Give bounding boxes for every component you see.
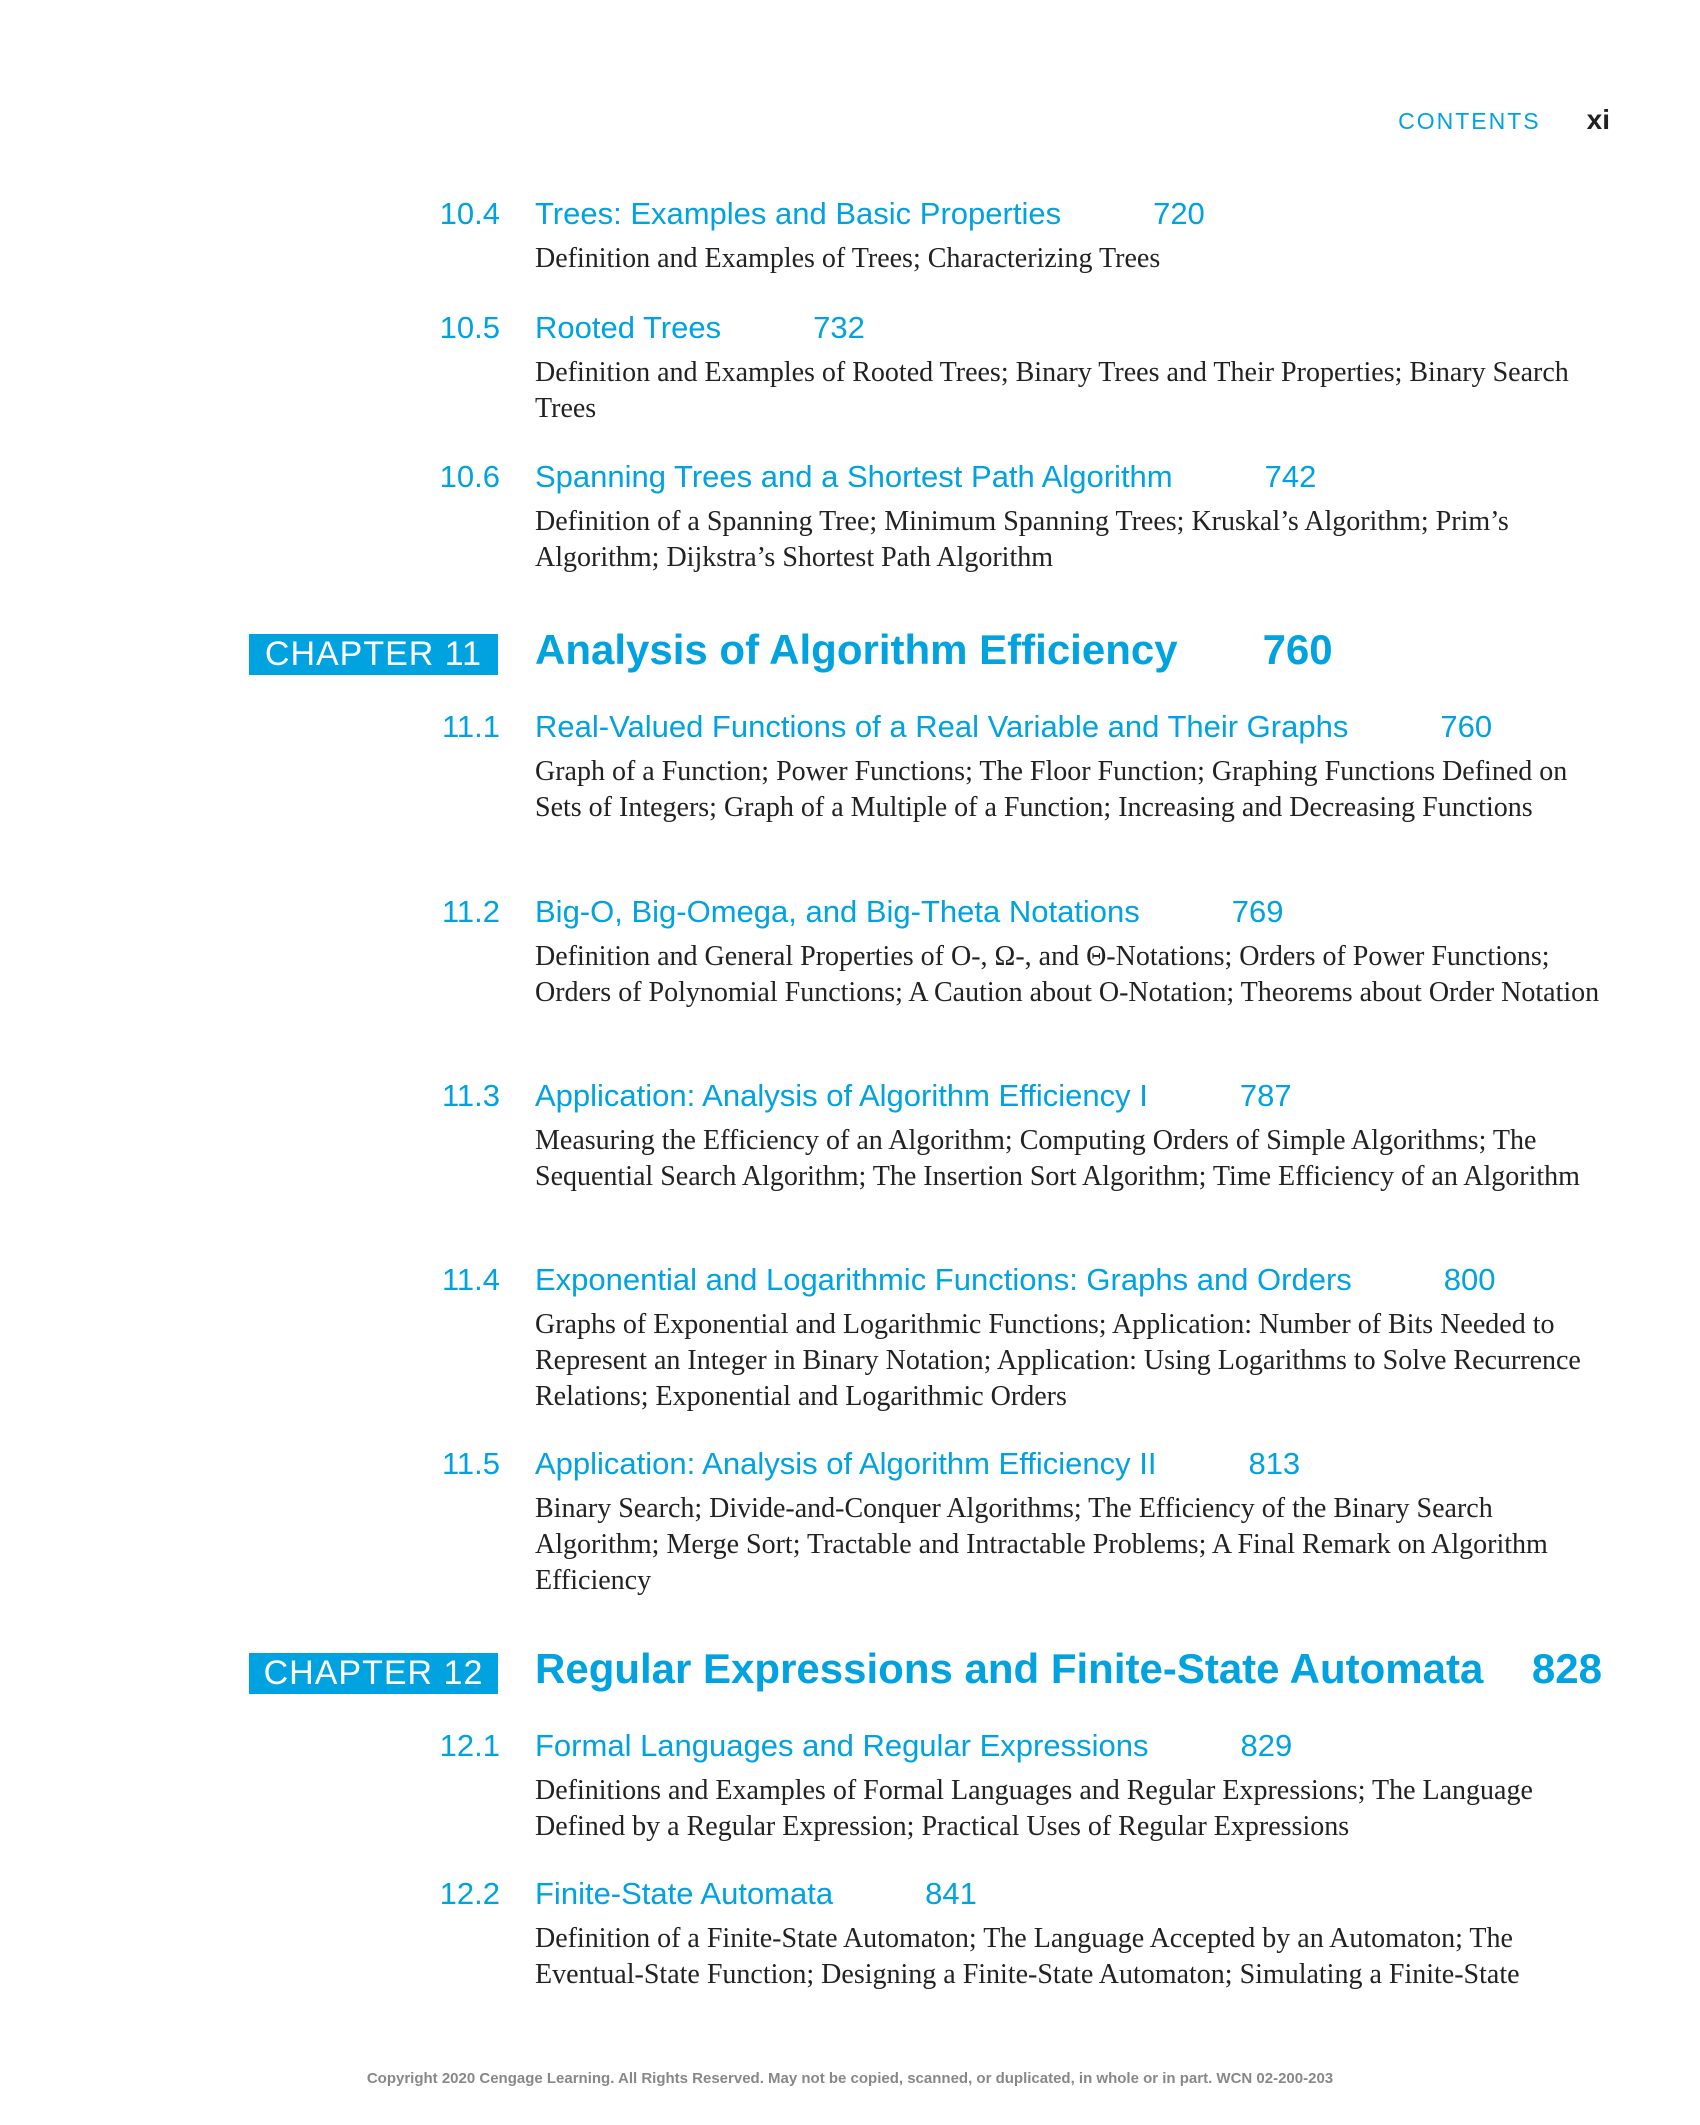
section-heading[interactable]	[535, 709, 1492, 745]
page-header	[1398, 104, 1610, 136]
section-title: Formal Languages and Regular Expressions	[535, 1728, 1149, 1763]
section-title: Big-O, Big-Omega, and Big-Theta Notations	[535, 894, 1140, 929]
section-number: 11.3	[441, 1078, 500, 1113]
section-page: 800	[1443, 1262, 1496, 1297]
section-topics: Definition and Examples of Rooted Trees; Binary Trees and Their Properties; Binary Search Trees	[535, 357, 1569, 424]
section-number: 10.6	[439, 459, 500, 494]
section-topics: Graphs of Exponential and Logarithmic Functions; Application: Number of Bits Needed to Represent an Integer in Binary Notation; Application: Using Logarithms to Solve Recurrence Relations; Exponential and Logarithmic Orders	[535, 1309, 1581, 1412]
section-title: Exponential and Logarithmic Functions: Graphs and Orders	[535, 1262, 1352, 1297]
section-heading[interactable]	[535, 310, 865, 346]
section-title: Finite-State Automata	[535, 1876, 834, 1911]
chapter-title: Analysis of Algorithm Efficiency	[535, 626, 1178, 673]
section-topics: Binary Search; Divide-and-Conquer Algorithms; The Efficiency of the Binary Search Algorithm; Merge Sort; Tractable and Intractable Problems; A Final Remark on Algorithm Efficiency	[535, 1493, 1548, 1596]
chapter-page: 760	[1262, 626, 1333, 673]
chapter-title: Regular Expressions and Finite-State Automata	[535, 1645, 1484, 1692]
chapter-heading[interactable]	[535, 1645, 1483, 1693]
section-page: 787	[1239, 1078, 1292, 1113]
section-heading[interactable]	[535, 894, 1284, 930]
section-heading[interactable]	[535, 459, 1316, 495]
section-title: Trees: Examples and Basic Properties	[535, 196, 1062, 231]
section-heading[interactable]	[535, 1262, 1496, 1298]
section-page: 841	[925, 1876, 977, 1911]
section-title: Application: Analysis of Algorithm Efficiency II	[535, 1446, 1157, 1481]
section-heading[interactable]	[535, 1876, 977, 1912]
section-topics: Definition of a Spanning Tree; Minimum Spanning Trees; Kruskal’s Algorithm; Prim’s Algorithm; Dijkstra’s Shortest Path Algorithm	[535, 506, 1509, 573]
section-page: 732	[813, 310, 865, 345]
section-page: 760	[1440, 709, 1493, 744]
section-number: 11.4	[441, 1262, 500, 1297]
section-topics: Measuring the Efficiency of an Algorithm; Computing Orders of Simple Algorithms; The Sequential Search Algorithm; The Insertion Sort Algorithm; Time Efficiency of an Algorithm	[535, 1125, 1580, 1192]
running-head: CONTENTS	[1398, 108, 1541, 134]
section-topics: Definition and General Properties of O-, Ω-, and Θ-Notations; Orders of Power Functions; Orders of Polynomial Functions; A Caution about O-Notation; Theorems about Order Notation	[535, 941, 1600, 1008]
section-topics: Definition of a Finite-State Automaton; The Language Accepted by an Automaton; The Eventual-State Function; Designing a Finite-State Automaton; Simulating a Finite-State	[535, 1923, 1520, 1990]
section-number: 10.4	[439, 196, 500, 231]
section-heading[interactable]	[535, 1446, 1300, 1482]
section-topics: Definition and Examples of Trees; Characterizing Trees	[535, 243, 1161, 274]
section-title: Spanning Trees and a Shortest Path Algorithm	[535, 459, 1173, 494]
chapter-page: 828	[1531, 1645, 1602, 1692]
section-number: 12.1	[439, 1728, 500, 1763]
section-topics: Definitions and Examples of Formal Languages and Regular Expressions; The Language Defined by a Regular Expression; Practical Uses of Regular Expressions	[535, 1775, 1533, 1842]
section-title: Real-Valued Functions of a Real Variable and Their Graphs	[535, 709, 1349, 744]
chapter-heading[interactable]	[535, 626, 1333, 674]
section-title: Application: Analysis of Algorithm Efficiency I	[535, 1078, 1148, 1113]
section-page: 769	[1231, 894, 1284, 929]
section-page: 742	[1264, 459, 1317, 494]
page-folio: xi	[1586, 104, 1610, 135]
section-number: 10.5	[439, 310, 500, 345]
section-page: 720	[1153, 196, 1205, 231]
section-number: 11.5	[441, 1446, 500, 1481]
copyright-notice: Copyright 2020 Cengage Learning. All Rights Reserved. May not be copied, scanned, or duplicated, in whole or in part. WCN 02-200-203	[366, 2070, 1334, 2087]
section-heading[interactable]	[535, 196, 1205, 232]
section-number: 11.2	[441, 894, 500, 929]
section-number: 11.1	[441, 709, 500, 744]
section-heading[interactable]	[535, 1078, 1292, 1114]
chapter-label: CHAPTER 11	[249, 634, 498, 675]
section-page: 829	[1240, 1728, 1293, 1763]
section-heading[interactable]	[535, 1728, 1292, 1764]
chapter-label: CHAPTER 12	[249, 1653, 498, 1694]
section-page: 813	[1248, 1446, 1301, 1481]
section-number: 12.2	[439, 1876, 500, 1911]
section-topics: Graph of a Function; Power Functions; The Floor Function; Graphing Functions Defined on Sets of Integers; Graph of a Multiple of a Function; Increasing and Decreasing Functions	[535, 756, 1568, 823]
section-title: Rooted Trees	[535, 310, 722, 345]
